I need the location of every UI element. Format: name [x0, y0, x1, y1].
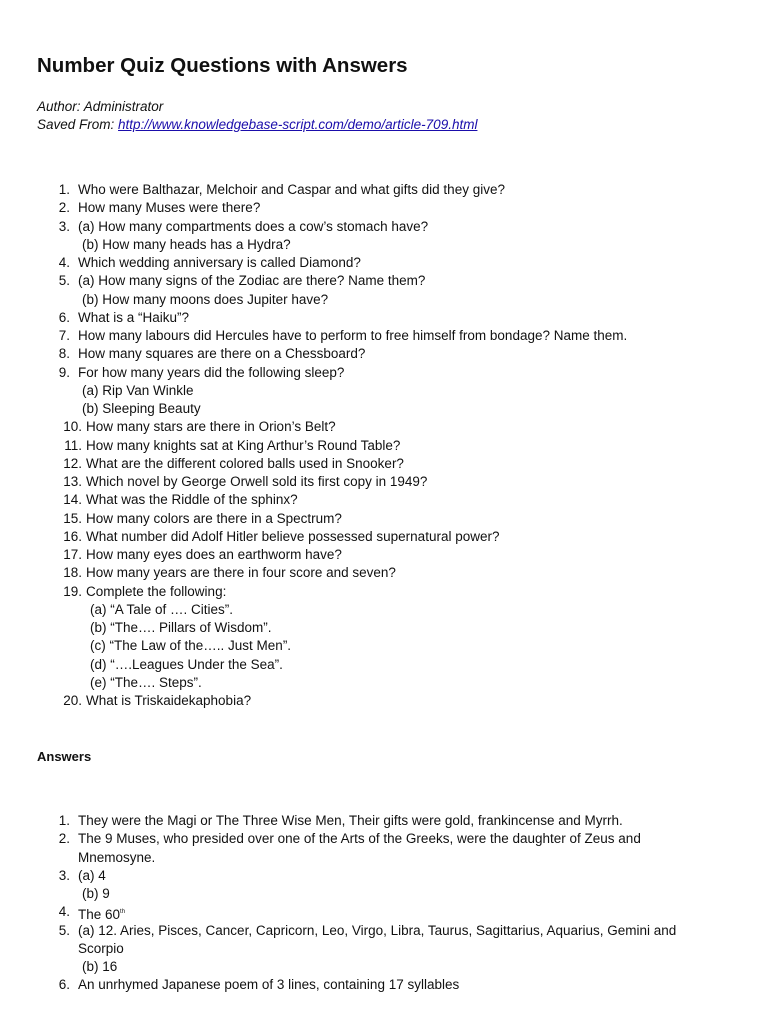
questions-text: What are the different colored balls used in Snooker?	[86, 455, 404, 471]
questions-text: Which wedding anniversary is called Diamond?	[78, 255, 361, 270]
answers-number: 3.	[58, 867, 70, 883]
questions-number: 6.	[58, 309, 70, 325]
questions-number: 11.	[64, 437, 82, 453]
questions-text: What is a “Haiku”?	[78, 309, 190, 325]
questions-number: 20.	[63, 693, 82, 708]
questions-text: (a) How many signs of the Zodiac are there? Name them?	[78, 273, 426, 289]
questions-text: How many labours did Hercules have to perform to free himself from bondage? Name them.	[78, 328, 628, 343]
questions-text: For how many years did the following sleep?	[78, 364, 345, 380]
answers-number: 2.	[58, 831, 70, 847]
questions-text: How many years are there in four score and seven?	[86, 565, 396, 581]
questions-number: 15.	[63, 510, 82, 526]
answers-text: The 60th	[78, 907, 126, 923]
questions-text: What number did Adolf Hitler believe possessed supernatural power?	[86, 528, 500, 544]
questions-number: 2.	[58, 200, 70, 216]
questions-number: 18.	[63, 565, 82, 581]
questions-number: 12.	[63, 455, 82, 471]
questions-text: How many colors are there in a Spectrum?	[86, 510, 342, 526]
questions-text: (b) Sleeping Beauty	[82, 401, 201, 416]
questions-number: 5.	[58, 273, 70, 289]
answers-text: (a) 12. Aries, Pisces, Cancer, Capricorn, Leo, Virgo, Libra, Taurus, Sagittarius, Aquarius, Gemini and	[78, 922, 677, 938]
document-title: Number Quiz Questions with Answers	[37, 54, 408, 77]
questions-text: (a) “A Tale of …. Cities”.	[90, 601, 234, 617]
questions-number: 7.	[58, 328, 70, 343]
questions-text: (c) “The Law of the….. Just Men”.	[90, 638, 292, 654]
answers-text: (b) 16	[82, 959, 118, 974]
questions-number: 1.	[58, 182, 70, 197]
questions-number: 16.	[63, 528, 82, 544]
questions-text: (a) Rip Van Winkle	[82, 382, 194, 398]
questions-text: How many Muses were there?	[78, 200, 261, 216]
answers-number: 4.	[58, 904, 70, 920]
questions-text: Which novel by George Orwell sold its first copy in 1949?	[86, 474, 428, 489]
questions-text: (b) How many moons does Jupiter have?	[82, 291, 329, 307]
answers-heading: Answers	[37, 749, 92, 764]
questions-text: How many squares are there on a Chessboard?	[78, 346, 366, 362]
questions-text: Complete the following:	[86, 583, 227, 599]
answers-text: (b) 9	[82, 886, 110, 901]
answers-text: An unrhymed Japanese poem of 3 lines, containing 17 syllables	[78, 977, 460, 993]
saved-from-line	[37, 117, 477, 132]
questions-number: 4.	[58, 255, 70, 270]
source-link[interactable]: http://www.knowledgebase-script.com/demo/article-709.html	[118, 117, 478, 132]
questions-text: How many stars are there in Orion’s Belt?	[86, 419, 336, 435]
questions-number: 3.	[58, 218, 70, 234]
questions-number: 10.	[63, 419, 82, 435]
questions-text: (d) “….Leagues Under the Sea”.	[90, 656, 283, 672]
questions-text: What is Triskaidekaphobia?	[86, 693, 252, 708]
questions-number: 8.	[58, 346, 70, 362]
questions-text: (e) “The…. Steps”.	[90, 674, 202, 690]
questions-text: (b) “The…. Pillars of Wisdom”.	[90, 620, 272, 635]
questions-text: What was the Riddle of the sphinx?	[86, 492, 298, 508]
questions-number: 17.	[63, 547, 82, 562]
answers-text: (a) 4	[78, 867, 106, 883]
author-line: Author: Administrator	[37, 99, 164, 114]
questions-text: (b) How many heads has a Hydra?	[82, 236, 291, 252]
answers-text: Scorpio	[78, 940, 124, 956]
questions-text: (a) How many compartments does a cow’s stomach have?	[78, 218, 429, 234]
questions-text: Who were Balthazar, Melchoir and Caspar and what gifts did they give?	[78, 182, 505, 197]
answers-number: 6.	[58, 977, 70, 993]
saved-from-label: Saved From:	[37, 117, 115, 132]
answers-number: 1.	[58, 813, 70, 828]
questions-number: 13.	[63, 474, 82, 489]
answers-text: The 9 Muses, who presided over one of the Arts of the Greeks, were the daughter of Zeus and	[78, 831, 641, 847]
questions-text: How many eyes does an earthworm have?	[86, 547, 342, 562]
questions-number: 14.	[63, 492, 82, 508]
answers-text: Mnemosyne.	[78, 849, 156, 865]
questions-text: How many knights sat at King Arthur’s Round Table?	[86, 437, 401, 453]
answers-number: 5.	[58, 922, 70, 938]
questions-number: 9.	[58, 364, 70, 380]
answers-text: They were the Magi or The Three Wise Men, Their gifts were gold, frankincense and Myrrh.	[78, 813, 623, 828]
questions-number: 19.	[63, 583, 82, 599]
